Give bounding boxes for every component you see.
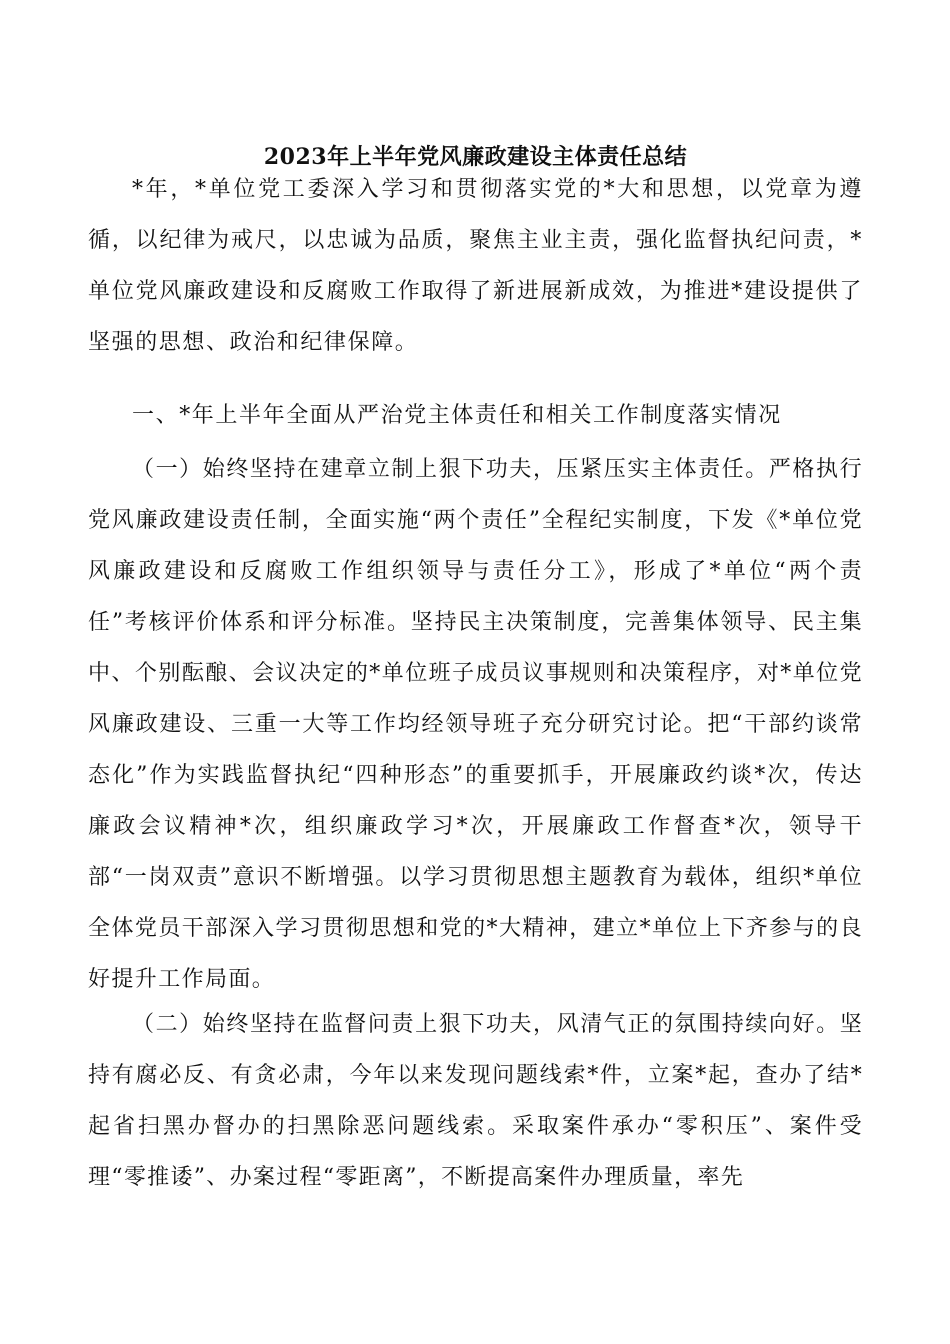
paragraph-subsection-1: （一）始终坚持在建章立制上狠下功夫，压紧压实主体责任。严格执行党风廉政建设责任制，全面实施“两个责任”全程纪实制度，下发《*单位党风廉政建设和反腐败工作组织领导与责任分工》，形成了*单位“两个责任”考核评价体系和评分标准。坚持民主决策制度，完善集体领导、民主集中、个别酝酿、会议决定的*单位班子成员议事规则和决策程序，对*单位党风廉政建设、三重一大等工作均经领导班子充分研究讨论。把“干部约谈常态化”作为实践监督执纪“四种形态”的重要抓手，开展廉政约谈*次，传达廉政会议精神*次，组织廉政学习*次，开展廉政工作督查*次，领导干部“一岗双责”意识不断增强。以学习贯彻思想主题教育为载体，组织*单位全体党员干部深入学习贯彻思想和党的*大精神，建立*单位上下齐参与的良好提升工作局面。 xyxy=(88,457,863,992)
document-title: 2023年上半年党风廉政建设主体责任总结 xyxy=(263,144,688,170)
section-heading-1: 一、*年上半年全面从严治党主体责任和相关工作制度落实情况 xyxy=(132,403,782,428)
paragraph-intro: *年，*单位党工委深入学习和贯彻落实党的*大和思想，以党章为遵循，以纪律为戒尺，以忠诚为品质，聚焦主业主责，强化监督执纪问责，*单位党风廉政建设和反腐败工作取得了新进展新成效，为推进*建设提供了坚强的思想、政治和纪律保障。 xyxy=(88,177,863,355)
paragraph-subsection-2: （二）始终坚持在监督问责上狠下功夫，风清气正的氛围持续向好。坚持有腐必反、有贪必肃，今年以来发现问题线索*件，立案*起，查办了结*起省扫黑办督办的扫黑除恶问题线索。采取案件承办“零积压”、案件受理“零推诿”、办案过程“零距离”，不断提高案件办理质量，率先 xyxy=(88,1012,863,1190)
